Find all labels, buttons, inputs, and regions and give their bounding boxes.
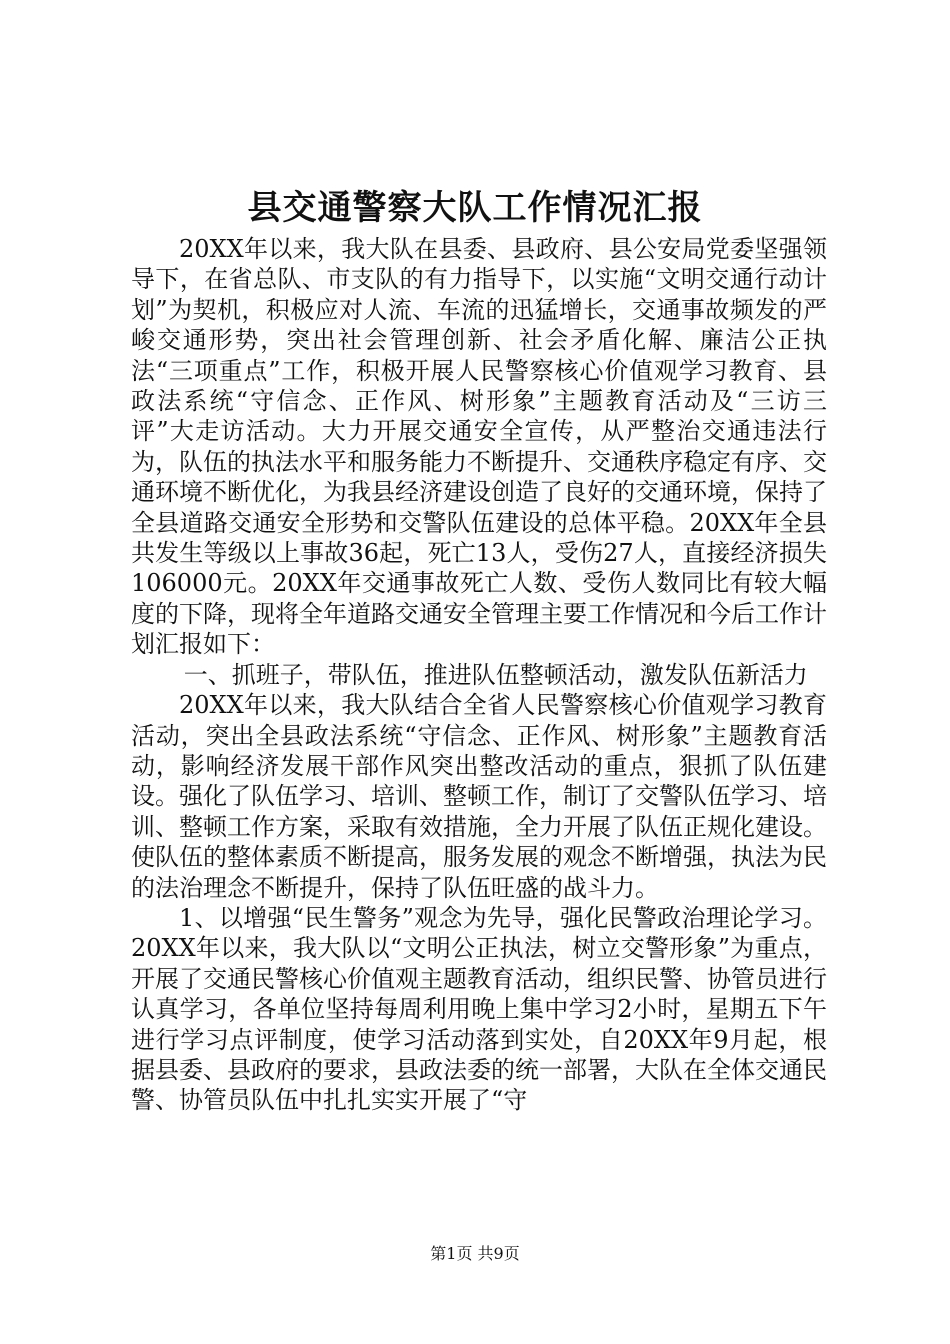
paragraph-item-1: 1、以增强“民生警务”观念为先导，强化民警政治理论学习。20XX年以来，我大队以“文明公正执法，树立交警形象”为重点，开展了交通民警核心价值观主题教育活动，组织民警、协管员进行认真学习，各单位坚持每周利用晚上集中学习2小时，星期五下午进行学习点评制度，使学习活动落到实处，自20XX年9月起，根据县委、县政府的要求，县政法委的统一部署，大队在全体交通民警、协管员队伍中扎扎实实开展了“守: [131, 903, 827, 1115]
paragraph-intro: 20XX年以来，我大队在县委、县政府、县公安局党委坚强领导下，在省总队、市支队的有力指导下，以实施“文明交通行动计划”为契机，积极应对人流、车流的迅猛增长，交通事故频发的严峻交通形势，突出社会管理创新、社会矛盾化解、廉洁公正执法“三项重点”工作，积极开展人民警察核心价值观学习教育、县政法系统“守信念、正作风、树形象”主题教育活动及“三访三评”大走访活动。大力开展交通安全宣传，从严整治交通违法行为，队伍的执法水平和服务能力不断提升、交通秩序稳定有序、交通环境不断优化，为我县经济建设创造了良好的交通环境，保持了全县道路交通安全形势和交警队伍建设的总体平稳。20XX年全县共发生等级以上事故36起，死亡13人，受伤27人，直接经济损失106000元。20XX年交通事故死亡人数、受伤人数同比有较大幅度的下降，现将全年道路交通安全管理主要工作情况和今后工作计划汇报如下：: [131, 235, 827, 659]
paragraph-section-1: 20XX年以来，我大队结合全省人民警察核心价值观学习教育活动，突出全县政法系统“守信念、正作风、树形象”主题教育活动，影响经济发展干部作风突出整改活动的重点，狠抓了队伍建设。强化了队伍学习、培训、整顿工作，制订了交警队伍学习、培训、整顿工作方案，采取有效措施，全力开展了队伍正规化建设。使队伍的整体素质不断提高，服务发展的观念不断增强，执法为民的法治理念不断提升，保持了队伍旺盛的战斗力。: [131, 691, 827, 902]
section-heading-1: 一、抓班子，带队伍，推进队伍整顿活动，激发队伍新活力: [183, 660, 808, 689]
document-title: 县交通警察大队工作情况汇报: [247, 188, 703, 228]
page-number-footer: 第1页 共9页: [430, 1244, 520, 1263]
document-body: [131, 234, 827, 1116]
